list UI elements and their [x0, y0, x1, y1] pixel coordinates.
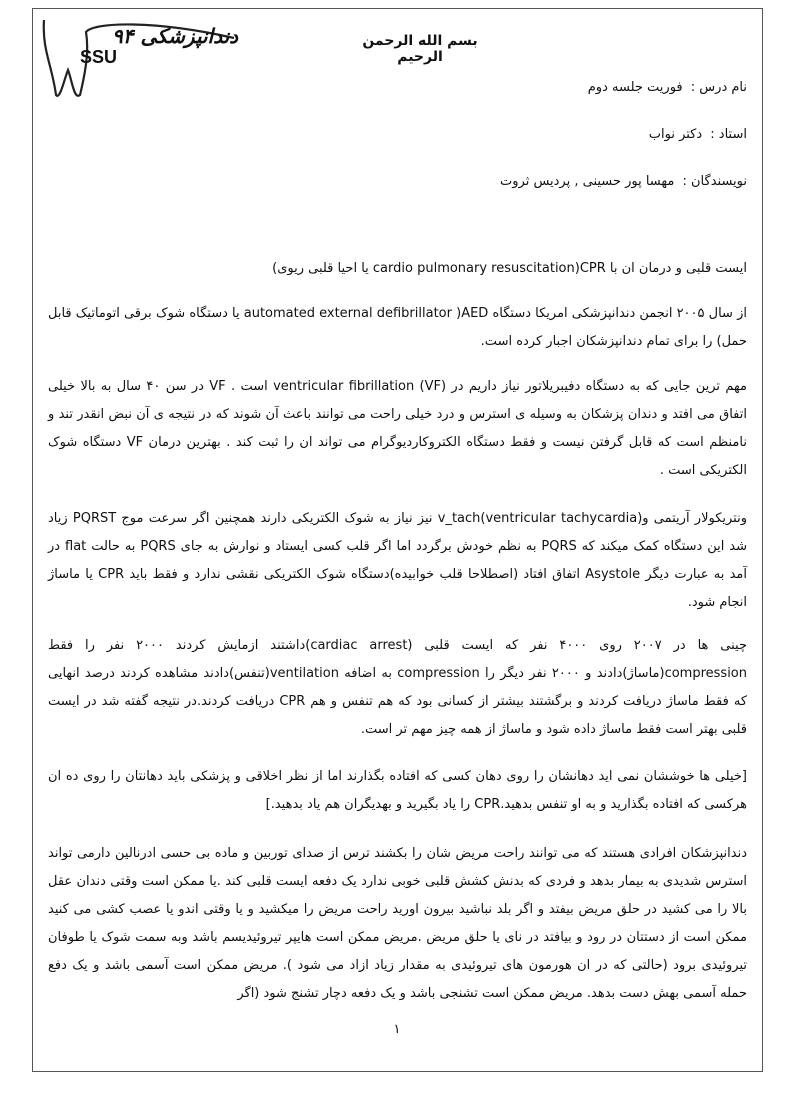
authors-line [500, 174, 747, 189]
ssu-dentistry-logo [34, 10, 254, 105]
paragraph-mouth-to-mouth: [خیلی ها خوششان نمی اید دهانشان را روی دهان کسی که افتاده بگذارند اما از نظر اخلاقی و پزشکی باید دهانتان را روی ده ان هرکسی که افتاده بگذارید و به او تنفس بدهید.CPR را یاد بگیرید و بهدیگران هم یاد بدهید.] [48, 769, 747, 812]
teacher-value: دکتر نواب [648, 127, 703, 142]
paragraph-aed: از سال ۲۰۰۵ انجمن دندانپزشکی امریکا دستگاه AED( automated external defibrillator یا دستگاه شوک برقی اتوماتیک قابل حمل) را برای تمام دندانپزشکان اجبار کرده است. [48, 306, 747, 349]
logo-brand-text: دندانپزشکی ۹۴ [112, 24, 239, 48]
bismillah-heading: بسم الله الرحمن الرحیم [362, 33, 478, 65]
paragraph-vf: مهم ترین جایی که به دستگاه دفیبریلاتور نیاز داریم در ventricular fibrillation (VF) است . VF در سن ۴۰ سال به بالا خیلی اتفاق می افتد و دندان پزشکان به وسیله ی استرس و درد خیلی راحت می توانند باعث آن شوند که در نتیجه ی آن نبض انقدر تند و نامنظم است که قابل گرفتن نیست و فقط دستگاه الکتروکاردیوگرام می تواند ان را ثبت کند . بهترین درمان VF دستگاه شوک الکتریکی است . [48, 379, 748, 478]
course-value: فوریت جلسه دوم [587, 80, 683, 95]
paragraph-dentist-risks: دندانپزشکان افرادی هستند که می توانند راحت مریض شان را بکشند ترس از صدای توربین و ماده بی حسی ادرنالین دارمی تواند استرس شدیدی به بیمار بدهد و فردی که بدنش کشش قلبی خوبی ندارد یک دفعه ایست قلبی کند .یا ممکن است وقتی دندان عقل بالا را می کشید در حلق مریض بیفتد و اگر بلد نباشید بیرون اورید راحت مریض را میکشید و یا وقتی اندو یا عصب کشی می کنید ممکن است از دستتان در رود و بیافتد در نای یا حلق مریض .مریض ممکن است هایپر تیروئیدیسم باشد وبه سمت شوک یا طوفان تیروئیدی برود (حالتی که در ان هورمون های تیروئیدی به مقدار زیاد ازاد می شود ). مریض ممکن است آسمی باشد و یک دفع حمله آسمی بهش دست بدهد. مریض ممکن است تشنجی باشد و یک دفعه دچار تشنج شود (اگر [48, 846, 747, 1001]
teacher-line [649, 127, 747, 142]
course-line [588, 80, 747, 95]
authors-label: نویسندگان : [682, 174, 747, 189]
teacher-label: استاد : [710, 127, 747, 142]
logo-org-text: SSU [80, 47, 118, 67]
paragraph-cpr-intro: ایست قلبی و درمان ان با CPR(cardio pulmonary resuscitation یا احیا قلبی ریوی) [272, 261, 747, 276]
paragraph-study-2007: چینی ها در ۲۰۰۷ روی ۴۰۰۰ نفر که ایست قلبی (cardiac arrest)داشتند ازمایش کردند ۲۰۰۰ نفر را فقط compression(ماساژ)دادند و ۲۰۰۰ نفر دیگر را compression به اضافه ventilation(تنفس)دادند مشاهده کردند درصد انهایی که فقط ماساژ دریافت کردند و برگشتند بیشتر از کسانی بود که هم تنفس و هم CPR دریافت کردند.در نتیجه گفته شد در ایست قلبی بهتر است فقط ماساژ داده شود و ماساژ از همه چیز مهم تر است. [48, 638, 748, 737]
course-label: نام درس : [690, 80, 747, 95]
authors-value: مهسا پور حسینی , پردیس ثروت [500, 174, 675, 189]
paragraph-vtach: ونتریکولار آریتمی و(v_tach(ventricular tachycardia نیز نیاز به شوک الکتریکی دارند همچنین اگر سرعت موج PQRST زیاد شد این دستگاه کمک میکند که PQRS به نظم خودش برگردد اما اگر قلب کسی ایستاد و نوارش به جای PQRS به حالت flat در آمد به عبارت دیگر Asystole اتفاق افتاد (اصطلاحا قلب خوابیده)دستگاه شوک الکتریکی نقشی ندارد و فقط باید CPR یا ماساژ انجام شود. [48, 511, 748, 610]
page-number: ۱ [393, 1022, 401, 1037]
